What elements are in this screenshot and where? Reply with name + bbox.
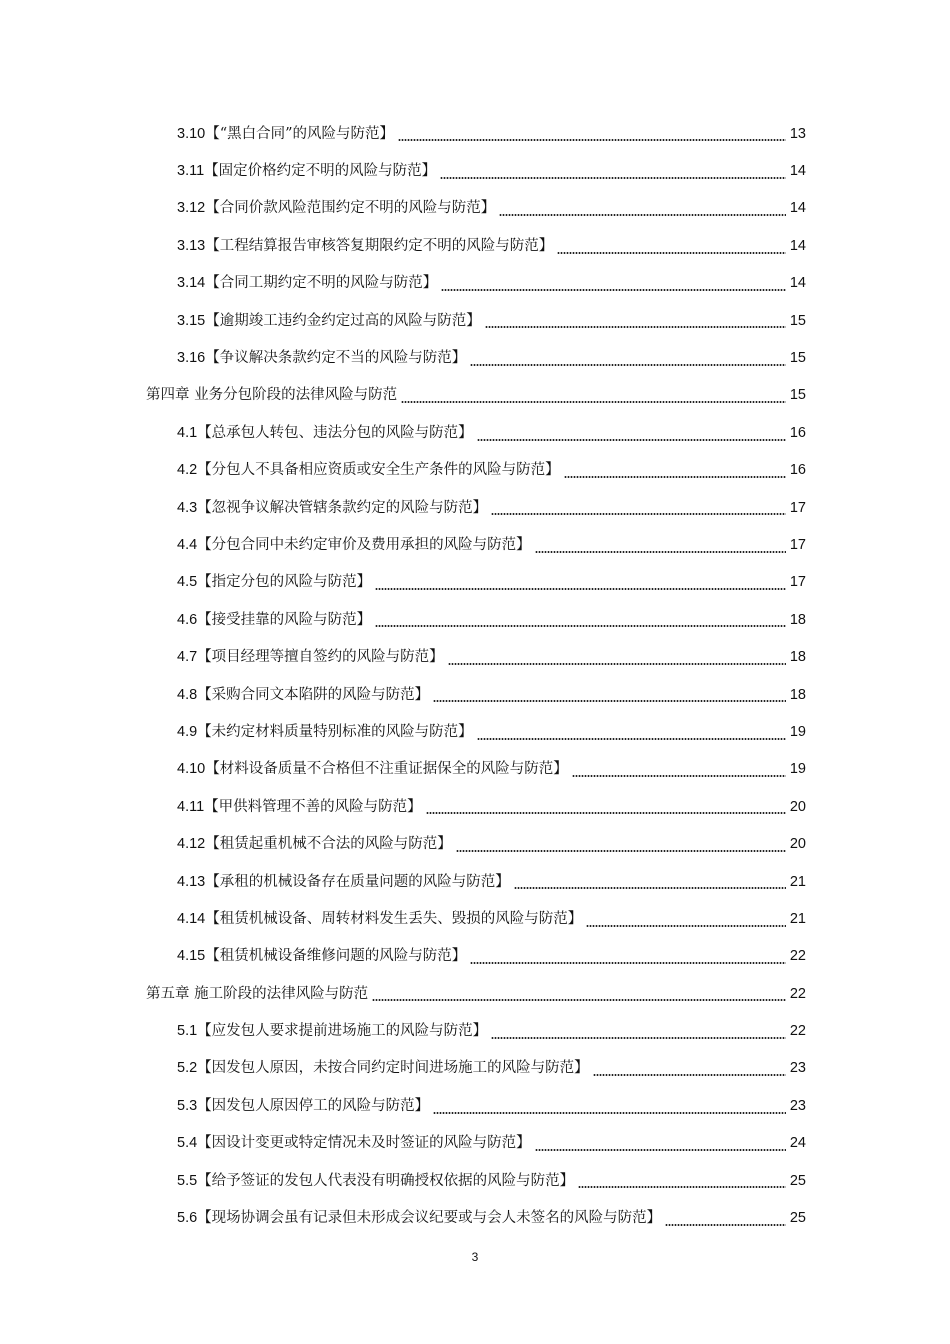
toc-entry-title: 【分包人不具备相应资质或安全生产条件的风险与防范】 [197, 462, 560, 479]
toc-dot-leader [448, 663, 786, 665]
toc-entry-page: 18 [789, 649, 806, 666]
toc-dot-leader [470, 962, 786, 964]
toc-entry-page: 16 [789, 462, 806, 479]
toc-entry-title: 【未约定材料质量特别标准的风险与防范】 [197, 723, 473, 740]
toc-dot-leader [665, 1224, 786, 1226]
toc-entry-page: 22 [789, 1023, 806, 1040]
toc-entry-title: 第五章 施工阶段的法律风险与防范 [146, 985, 369, 1002]
toc-entry-page: 18 [789, 686, 806, 703]
toc-entry-title: 【采购合同文本陷阱的风险与防范】 [197, 686, 430, 703]
toc-entry-page: 14 [789, 275, 806, 292]
toc-dot-leader [441, 289, 786, 291]
toc-entry-title: 【合同工期约定不明的风险与防范】 [205, 275, 438, 292]
toc-entry-number: 4.10 [177, 761, 206, 778]
toc-entry-title: 【承租的机械设备存在质量问题的风险与防范】 [205, 873, 510, 890]
toc-entry-page: 14 [789, 200, 806, 217]
toc-entry-number: 4.2 [177, 462, 198, 479]
toc-dot-leader [491, 513, 786, 515]
toc-dot-leader [491, 1037, 786, 1039]
toc-entry-title: 【工程结算报告审核答复期限约定不明的风险与防范】 [205, 237, 554, 254]
toc-entry-number: 4.9 [177, 723, 198, 740]
toc-section-entry[interactable] [177, 339, 806, 376]
toc-entry-number: 3.13 [177, 237, 206, 254]
toc-entry-page: 18 [789, 611, 806, 628]
toc-entry-title: 【材料设备质量不合格但不注重证据保全的风险与防范】 [205, 761, 568, 778]
toc-entry-number: 4.4 [177, 536, 198, 553]
toc-entry-number: 4.8 [177, 686, 198, 703]
toc-entry-page: 15 [789, 387, 806, 404]
toc-entry-title: 【租赁机械设备维修问题的风险与防范】 [205, 948, 467, 965]
table-of-contents [0, 115, 950, 1237]
toc-entry-number: 4.11 [177, 798, 205, 815]
toc-entry-page: 22 [789, 948, 806, 965]
toc-section-entry[interactable] [177, 452, 806, 489]
toc-entry-number: 3.15 [177, 312, 206, 329]
toc-entry-number: 5.5 [177, 1172, 198, 1189]
toc-entry-number: 4.6 [177, 611, 198, 628]
toc-entry-page: 21 [789, 873, 806, 890]
toc-entry-title: 【总承包人转包、违法分包的风险与防范】 [197, 424, 473, 441]
toc-section-entry[interactable] [177, 751, 806, 788]
toc-entry-page: 13 [789, 125, 806, 142]
toc-entry-number: 4.3 [177, 499, 198, 516]
toc-entry-page: 19 [789, 761, 806, 778]
toc-section-entry[interactable] [177, 1162, 806, 1199]
toc-dot-leader [372, 999, 786, 1001]
toc-section-entry[interactable] [177, 1012, 806, 1049]
toc-section-entry[interactable] [177, 190, 806, 227]
toc-entry-title: 【因设计变更或特定情况未及时签证的风险与防范】 [197, 1135, 531, 1152]
toc-entry-page: 21 [789, 910, 806, 927]
toc-entry-page: 23 [789, 1060, 806, 1077]
toc-dot-leader [535, 1149, 786, 1151]
toc-section-entry[interactable] [177, 152, 806, 189]
toc-entry-number: 4.1 [177, 424, 198, 441]
toc-dot-leader [470, 364, 786, 366]
toc-section-entry[interactable] [177, 900, 806, 937]
toc-section-entry[interactable] [177, 489, 806, 526]
toc-entry-page: 14 [789, 163, 806, 180]
toc-entry-number: 3.14 [177, 275, 206, 292]
toc-section-entry[interactable] [177, 713, 806, 750]
toc-entry-page: 16 [789, 424, 806, 441]
toc-chapter-entry[interactable] [146, 377, 806, 414]
toc-entry-title: 【接受挂靠的风险与防范】 [197, 611, 372, 628]
toc-entry-title: 【“黑白合同”的风险与防范】 [205, 125, 395, 142]
toc-entry-title: 【因发包人原因停工的风险与防范】 [197, 1097, 430, 1114]
toc-dot-leader [375, 588, 786, 590]
toc-entry-title: 【现场协调会虽有记录但未形成会议纪要或与会人未签名的风险与防范】 [197, 1210, 662, 1227]
toc-entry-title: 【给予签证的发包人代表没有明确授权依据的风险与防范】 [197, 1172, 575, 1189]
toc-entry-page: 23 [789, 1097, 806, 1114]
toc-entry-title: 【租赁机械设备、周转材料发生丢失、毁损的风险与防范】 [205, 910, 583, 927]
toc-dot-leader [499, 214, 786, 216]
toc-section-entry[interactable] [177, 863, 806, 900]
toc-entry-number: 4.13 [177, 873, 206, 890]
toc-entry-page: 20 [789, 836, 806, 853]
toc-entry-page: 15 [789, 312, 806, 329]
toc-entry-title: 【甲供料管理不善的风险与防范】 [204, 798, 422, 815]
toc-entry-number: 3.12 [177, 200, 206, 217]
toc-entry-number: 3.11 [177, 163, 205, 180]
toc-dot-leader [514, 887, 786, 889]
toc-entry-number: 3.10 [177, 125, 206, 142]
toc-entry-number: 5.4 [177, 1135, 198, 1152]
toc-section-entry[interactable] [177, 601, 806, 638]
toc-dot-leader [426, 812, 786, 814]
toc-section-entry[interactable] [177, 526, 806, 563]
toc-entry-page: 20 [789, 798, 806, 815]
toc-dot-leader [375, 625, 786, 627]
toc-section-entry[interactable] [177, 1199, 806, 1236]
page-number: 3 [471, 1250, 479, 1264]
toc-dot-leader [578, 1186, 786, 1188]
toc-entry-title: 【合同价款风险范围约定不明的风险与防范】 [205, 200, 496, 217]
toc-dot-leader [433, 1112, 786, 1114]
toc-entry-title: 第四章 业务分包阶段的法律风险与防范 [146, 387, 398, 404]
toc-entry-page: 24 [789, 1135, 806, 1152]
toc-entry-title: 【项目经理等擅自签约的风险与防范】 [197, 649, 444, 666]
toc-section-entry[interactable] [177, 676, 806, 713]
toc-chapter-entry[interactable] [146, 975, 806, 1012]
toc-entry-number: 4.14 [177, 910, 206, 927]
toc-section-entry[interactable] [177, 227, 806, 264]
toc-section-entry[interactable] [177, 564, 806, 601]
toc-entry-number: 3.16 [177, 350, 206, 367]
toc-dot-leader [477, 738, 786, 740]
toc-section-entry[interactable] [177, 638, 806, 675]
toc-entry-title: 【应发包人要求提前进场施工的风险与防范】 [197, 1023, 488, 1040]
toc-entry-title: 【争议解决条款约定不当的风险与防范】 [205, 350, 467, 367]
toc-section-entry[interactable] [177, 1125, 806, 1162]
toc-entry-title: 【逾期竣工违约金约定过高的风险与防范】 [205, 312, 481, 329]
toc-section-entry[interactable] [177, 115, 806, 152]
toc-entry-number: 5.2 [177, 1060, 198, 1077]
toc-entry-page: 17 [789, 536, 806, 553]
toc-entry-page: 14 [789, 237, 806, 254]
toc-entry-page: 17 [789, 574, 806, 591]
toc-entry-title: 【分包合同中未约定审价及费用承担的风险与防范】 [197, 536, 531, 553]
toc-entry-page: 25 [789, 1210, 806, 1227]
toc-entry-page: 15 [789, 350, 806, 367]
toc-dot-leader [557, 252, 786, 254]
toc-dot-leader [477, 439, 786, 441]
toc-entry-title: 【因发包人原因，未按合同约定时间进场施工的风险与防范】 [197, 1060, 589, 1077]
toc-dot-leader [593, 1074, 786, 1076]
toc-section-entry[interactable] [177, 265, 806, 302]
toc-entry-page: 25 [789, 1172, 806, 1189]
toc-section-entry[interactable] [177, 414, 806, 451]
toc-section-entry[interactable] [177, 1050, 806, 1087]
toc-dot-leader [485, 326, 786, 328]
toc-entry-title: 【忽视争议解决管辖条款约定的风险与防范】 [197, 499, 488, 516]
toc-dot-leader [586, 925, 786, 927]
toc-dot-leader [456, 850, 786, 852]
toc-section-entry[interactable] [177, 938, 806, 975]
toc-entry-number: 4.5 [177, 574, 198, 591]
toc-dot-leader [433, 700, 786, 702]
toc-section-entry[interactable] [177, 788, 806, 825]
toc-section-entry[interactable] [177, 1087, 806, 1124]
toc-dot-leader [440, 177, 786, 179]
toc-dot-leader [401, 401, 786, 403]
toc-dot-leader [535, 551, 786, 553]
toc-section-entry[interactable] [177, 825, 806, 862]
toc-dot-leader [572, 775, 786, 777]
toc-entry-number: 5.1 [177, 1023, 198, 1040]
toc-entry-title: 【租赁起重机械不合法的风险与防范】 [205, 836, 452, 853]
toc-entry-number: 4.7 [177, 649, 198, 666]
toc-entry-page: 17 [789, 499, 806, 516]
toc-entry-page: 19 [789, 723, 806, 740]
toc-section-entry[interactable] [177, 302, 806, 339]
toc-entry-title: 【固定价格约定不明的风险与防范】 [204, 163, 437, 180]
toc-entry-number: 4.12 [177, 836, 206, 853]
toc-entry-page: 22 [789, 985, 806, 1002]
toc-entry-number: 5.3 [177, 1097, 198, 1114]
toc-dot-leader [398, 139, 786, 141]
toc-entry-title: 【指定分包的风险与防范】 [197, 574, 372, 591]
toc-dot-leader [564, 476, 786, 478]
toc-entry-number: 4.15 [177, 948, 206, 965]
toc-entry-number: 5.6 [177, 1210, 198, 1227]
